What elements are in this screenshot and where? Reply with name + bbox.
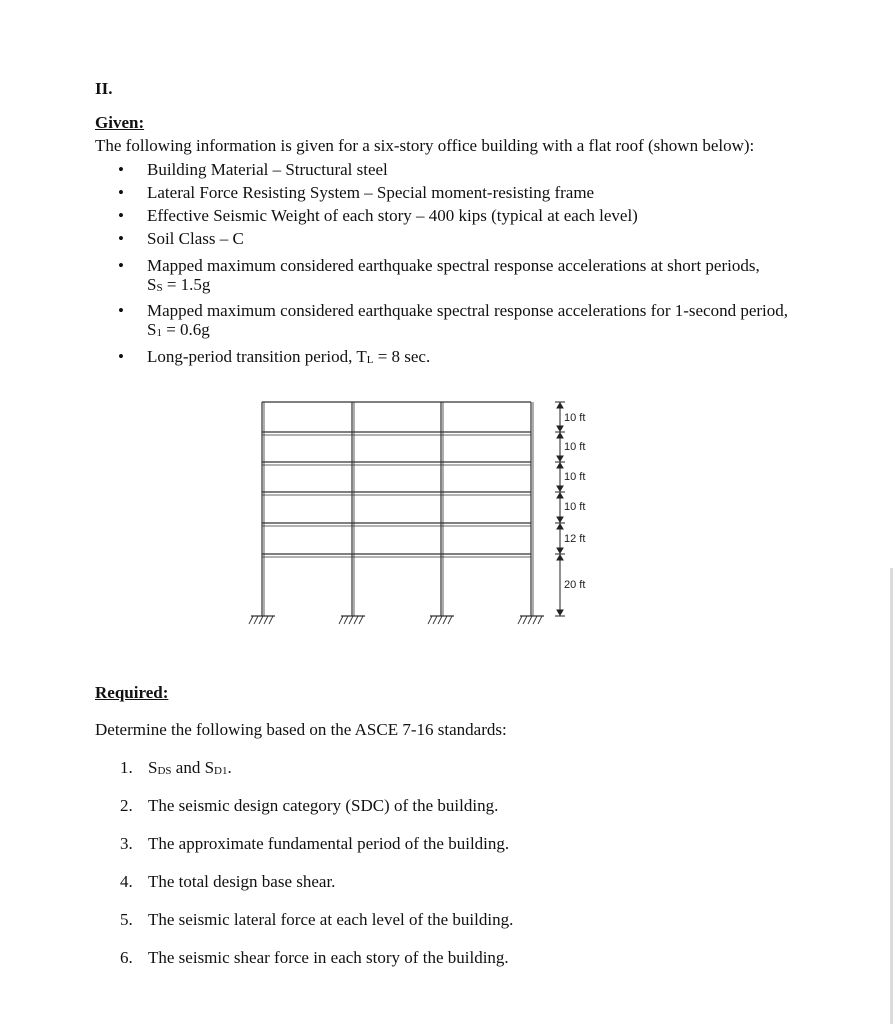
floor-beam <box>262 492 531 495</box>
list-item <box>120 872 513 910</box>
story-height-label: 10 ft <box>564 441 586 453</box>
dimension-arrow <box>557 524 563 529</box>
list-item <box>118 227 788 250</box>
list-item <box>118 181 788 204</box>
building-frame-diagram <box>242 392 602 632</box>
item-text: $S_{DS}$ and $S_{D1}$. <box>148 758 232 777</box>
bullet-icon: • <box>118 229 124 248</box>
floor-beam <box>262 554 531 557</box>
dimension-arrow <box>557 555 563 560</box>
list-item <box>120 948 513 986</box>
dimension-arrow <box>557 493 563 498</box>
bullet-text: Building Material – Structural steel <box>147 160 388 179</box>
list-item <box>118 204 788 227</box>
item-text: The seismic design category (SDC) of the building. <box>148 796 499 815</box>
given-heading: Given: <box>95 113 145 132</box>
bullet-text: Mapped maximum considered earthquake spectral response accelerations at short periods, <box>147 256 760 275</box>
item-number: 2. <box>120 796 133 815</box>
bullet-icon: • <box>118 183 124 202</box>
fixed-support-icon <box>518 616 544 624</box>
list-item <box>118 256 788 298</box>
bullet-text: Lateral Force Resisting System – Special moment-resisting frame <box>147 183 595 202</box>
story-height-label: 10 ft <box>564 412 586 424</box>
fixed-support-icon <box>249 616 275 624</box>
list-item <box>120 834 513 872</box>
dimension-arrow <box>557 517 563 522</box>
fixed-support-icon <box>428 616 454 624</box>
item-text: The seismic shear force in each story of the building. <box>148 948 509 967</box>
list-item <box>120 758 513 796</box>
bullet-icon: • <box>118 301 124 320</box>
item-text: The approximate fundamental period of the building. <box>148 834 510 853</box>
dimension-arrow <box>557 456 563 461</box>
item-text: The total design base shear. <box>148 872 336 891</box>
required-heading: Required: <box>95 683 169 702</box>
given-list <box>118 158 788 372</box>
column <box>441 402 443 616</box>
page-edge <box>890 568 893 1024</box>
bullet-icon: • <box>118 206 124 225</box>
given-intro: The following information is given for a six-story office building with a flat roof (shown below): <box>95 136 755 155</box>
dimension-arrow <box>557 486 563 491</box>
dimension-arrow <box>557 426 563 431</box>
bullet-text: Effective Seismic Weight of each story – 400 kips (typical at each level) <box>147 206 638 225</box>
column <box>352 402 354 616</box>
dimension-arrow <box>557 403 563 408</box>
story-height-label: 10 ft <box>564 501 586 513</box>
floor-beam <box>262 432 531 435</box>
list-item <box>118 158 788 181</box>
section-number: II. <box>95 79 113 98</box>
item-number: 3. <box>120 834 133 853</box>
item-number: 4. <box>120 872 133 891</box>
story-height-label: 20 ft <box>564 579 586 591</box>
column <box>531 402 533 616</box>
column <box>262 402 264 616</box>
item-number: 1. <box>120 758 133 777</box>
list-item <box>118 301 788 343</box>
bullet-icon: • <box>118 347 124 366</box>
bullet-icon: • <box>118 160 124 179</box>
list-item <box>118 345 788 372</box>
bullet-icon: • <box>118 256 124 275</box>
bullet-text: Soil Class – C <box>147 229 244 248</box>
item-number: 6. <box>120 948 133 967</box>
fixed-support-icon <box>339 616 365 624</box>
bullet-text: Mapped maximum considered earthquake spectral response accelerations for 1-second period, <box>147 301 789 320</box>
dimension-arrow <box>557 548 563 553</box>
bullet-text: Long-period transition period, $T_L = 8$ sec. <box>147 347 431 366</box>
dimension-arrow <box>557 463 563 468</box>
story-height-label: 10 ft <box>564 471 586 483</box>
s1-value: $S_1 = 0.6g$ <box>147 320 210 339</box>
list-item <box>120 910 513 948</box>
floor-beam <box>262 462 531 465</box>
item-number: 5. <box>120 910 133 929</box>
ss-value: $S_S = 1.5g$ <box>147 275 211 294</box>
required-list <box>120 758 513 986</box>
floor-beam <box>262 523 531 526</box>
required-intro: Determine the following based on the ASCE 7-16 standards: <box>95 720 507 739</box>
story-height-label: 12 ft <box>564 533 586 545</box>
dimension-arrow <box>557 433 563 438</box>
list-item <box>120 796 513 834</box>
dimension-arrow <box>557 610 563 615</box>
item-text: The seismic lateral force at each level of the building. <box>148 910 514 929</box>
